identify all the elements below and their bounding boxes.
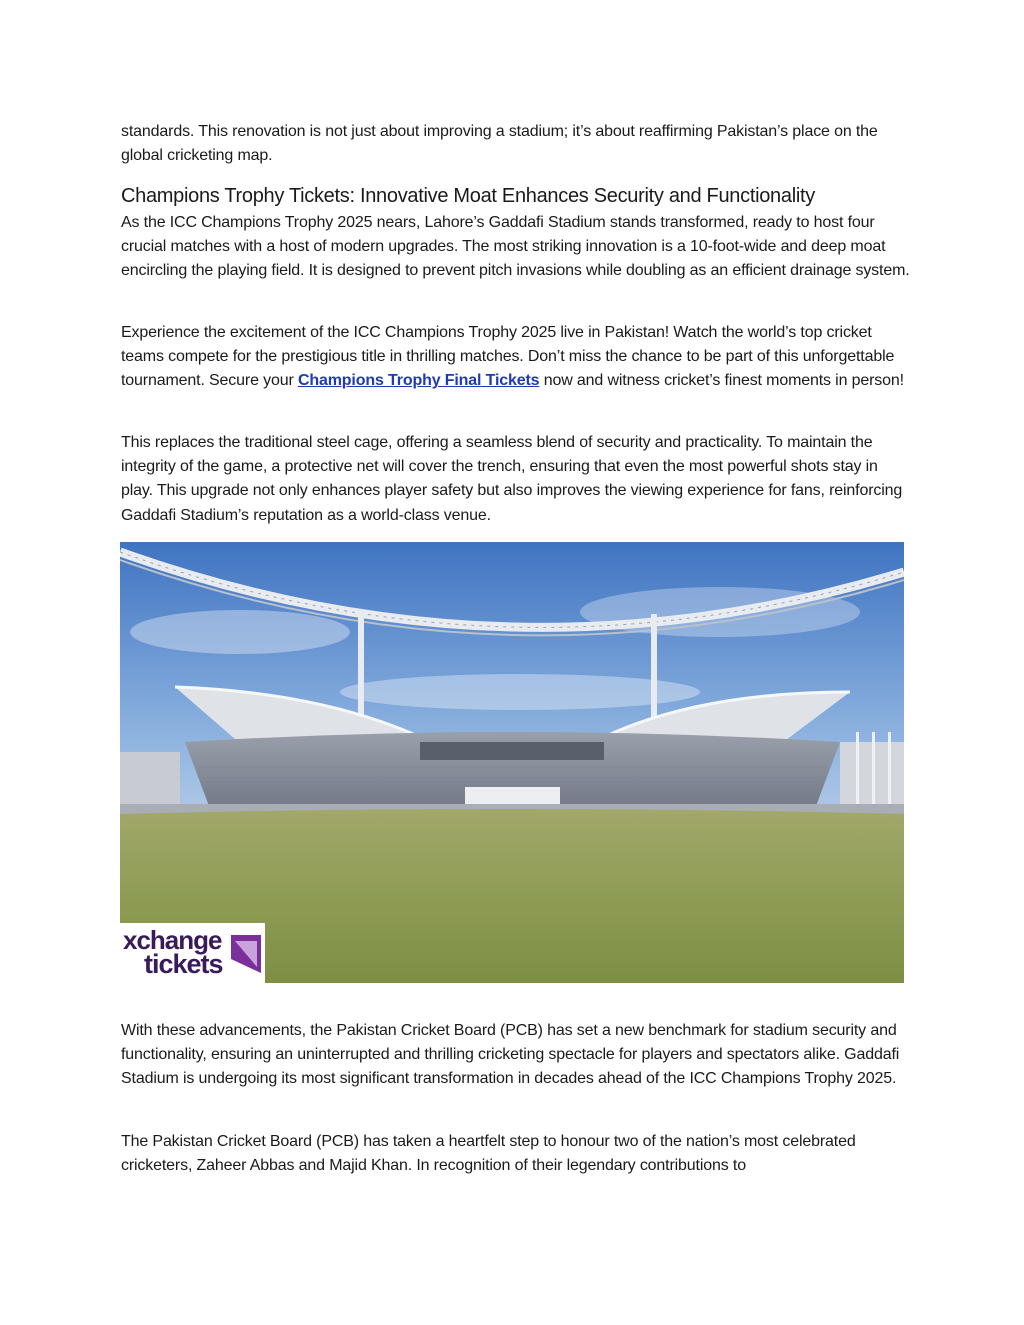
paragraph-intro: standards. This renovation is not just about improving a stadium; it’s about reaffirming Pakistan’s place on the global cricketing map. <box>121 123 878 165</box>
section-heading: Champions Trophy Tickets: Innovative Moat Enhances Security and Functionality <box>121 185 815 207</box>
paragraph-steel-cage: This replaces the traditional steel cage, offering a seamless blend of security and practicality. To maintain the integrity of the game, a protective net will cover the trench, ensuring that even the most powerful shots stay in play. This upgrade not only enhances player safety but also improves the viewing experience for fans, reinforcing Gaddafi Stadium’s reputation as a world-class venue. <box>121 434 903 524</box>
ticket-mark-icon <box>229 929 263 979</box>
paragraph-advancements: With these advancements, the Pakistan Cricket Board (PCB) has set a new benchmark for stadium security and functionality, ensuring an uninterrupted and thrilling cricketing spectacle for players and spectators alike. Gaddafi Stadium is undergoing its most significant transformation in decades ahead of the ICC Champions Trophy 2025. <box>121 1022 900 1088</box>
paragraph-moat: As the ICC Champions Trophy 2025 nears, Lahore’s Gaddafi Stadium stands transformed, ready to host four crucial matches with a host of modern upgrades. The most striking innovation is a 10-foot-wide and deep moat encircling the playing field. It is designed to prevent pitch invasions while doubling as an efficient drainage system. <box>121 214 910 280</box>
promo-text-before: Experience the excitement of the ICC Champions Trophy 2025 live in Pakistan! Watch the world’s top cricket teams compete for the prestigious title in thrilling matches. Don’t miss the chance to be part of this unforgettable tournament. Secure your <box>121 324 895 390</box>
promo-text-after: now and witness cricket’s finest moments in person! <box>539 372 904 390</box>
paragraph-pcb-honour: The Pakistan Cricket Board (PCB) has taken a heartfelt step to honour two of the nation’s most celebrated cricketers, Zaheer Abbas and Majid Khan. In recognition of their legendary contributions to <box>121 1133 856 1175</box>
paragraph-promo <box>121 321 911 394</box>
stadium-image <box>120 542 904 983</box>
champions-trophy-final-tickets-link[interactable]: Champions Trophy Final Tickets <box>297 372 540 390</box>
xchange-tickets-logo <box>120 923 265 983</box>
logo-line1: xchange <box>123 925 222 955</box>
logo-line2: tickets <box>144 949 223 979</box>
